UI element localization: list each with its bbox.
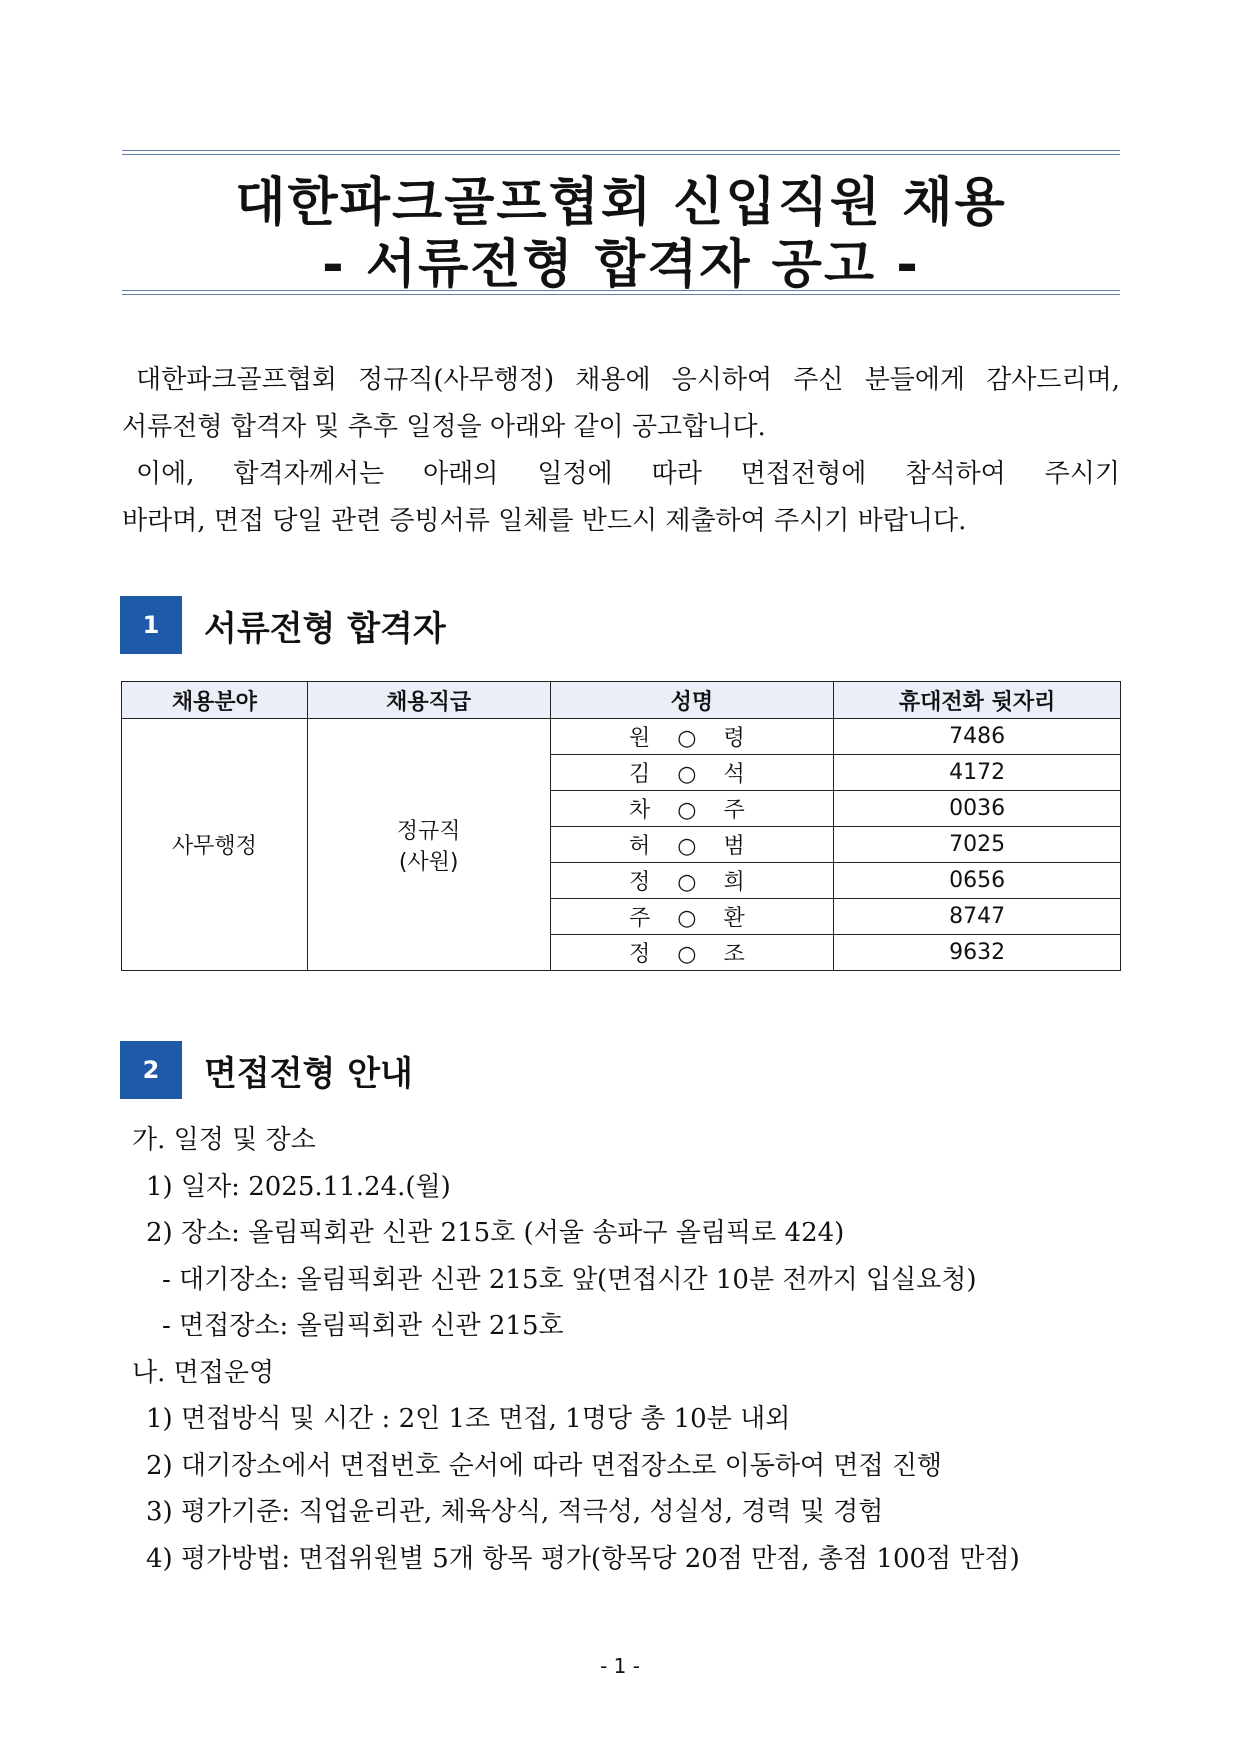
section1-heading (120, 596, 446, 654)
section2-number: 2 (120, 1041, 182, 1099)
field-cell: 사무행정 (122, 719, 308, 971)
name-cell: 차 ○ 주 (550, 791, 834, 827)
intro-line: 바라며, 면접 당일 관련 증빙서류 일체를 반드시 제출하여 주시기 바랍니다. (122, 506, 967, 536)
subheading-operation: 나. 면접운영 (132, 1357, 275, 1388)
name-cell: 원 ○ 령 (550, 719, 834, 755)
section1-number: 1 (120, 596, 182, 654)
phone-cell: 4172 (834, 755, 1121, 791)
evaluation-criteria: 3) 평가기준: 직업윤리관, 체육상식, 적극성, 성실성, 경력 및 경험 (146, 1497, 884, 1527)
page-title: 대한파크골프협회 신입직원 채용 (235, 173, 1007, 233)
interview-method: 1) 면접방식 및 시간 : 2인 1조 면접, 1명당 총 10분 내외 (146, 1404, 791, 1434)
interview-procedure: 2) 대기장소에서 면접번호 순서에 따라 면접장소로 이동하여 면접 진행 (146, 1450, 943, 1481)
phone-cell: 0036 (834, 791, 1121, 827)
table-row (122, 719, 1121, 755)
name-cell: 정 ○ 희 (550, 863, 834, 899)
header-rank: 채용직급 (307, 682, 550, 719)
section2-heading (120, 1041, 413, 1099)
table-header-row (122, 682, 1121, 719)
header-name: 성명 (550, 682, 834, 719)
phone-cell: 9632 (834, 935, 1121, 971)
interview-room: - 면접장소: 올림픽회관 신관 215호 (162, 1311, 564, 1341)
schedule-date: 1) 일자: 2025.11.24.(월) (146, 1171, 451, 1202)
subheading-schedule: 가. 일정 및 장소 (132, 1125, 316, 1155)
passers-table (121, 681, 1121, 971)
header-field: 채용분야 (122, 682, 308, 719)
title-box (122, 150, 1120, 295)
intro-line: 서류전형 합격자 및 추후 일정을 아래와 같이 공고합니다. (122, 412, 766, 442)
title-bottom-rule (122, 290, 1120, 295)
interview-info (132, 1117, 1122, 1582)
phone-cell: 0656 (834, 863, 1121, 899)
page-number: - 1 - (600, 1654, 640, 1678)
rank-line: 정규직 (396, 818, 461, 844)
rank-line: (사원) (398, 849, 459, 875)
phone-cell: 7486 (834, 719, 1121, 755)
section1-title: 서류전형 합격자 (204, 608, 446, 649)
rank-cell (307, 719, 550, 971)
intro-line: 대한파크골프협회 정규직(사무행정) 채용에 응시하여 주신 분들에게 감사드리며, (136, 365, 1120, 395)
name-cell: 김 ○ 석 (550, 755, 834, 791)
phone-cell: 8747 (834, 899, 1121, 935)
intro-line: 이에, 합격자께서는 아래의 일정에 따라 면접전형에 참석하여 주시기 (136, 459, 1120, 489)
page-subtitle: - 서류전형 합격자 공고 - (322, 235, 920, 295)
name-cell: 주 ○ 환 (550, 899, 834, 935)
intro-paragraph (122, 357, 1120, 545)
schedule-place: 2) 장소: 올림픽회관 신관 215호 (서울 송파구 올림픽로 424) (146, 1218, 845, 1248)
phone-cell: 7025 (834, 827, 1121, 863)
name-cell: 정 ○ 조 (550, 935, 834, 971)
title-top-rule (122, 150, 1120, 155)
name-cell: 허 ○ 범 (550, 827, 834, 863)
waiting-room: - 대기장소: 올림픽회관 신관 215호 앞(면접시간 10분 전까지 입실요청) (162, 1264, 977, 1295)
header-phone: 휴대전화 뒷자리 (834, 682, 1121, 719)
evaluation-method: 4) 평가방법: 면접위원별 5개 항목 평가(항목당 20점 만점, 총점 100점 만점) (146, 1543, 1020, 1574)
section2-title: 면접전형 안내 (204, 1053, 413, 1094)
